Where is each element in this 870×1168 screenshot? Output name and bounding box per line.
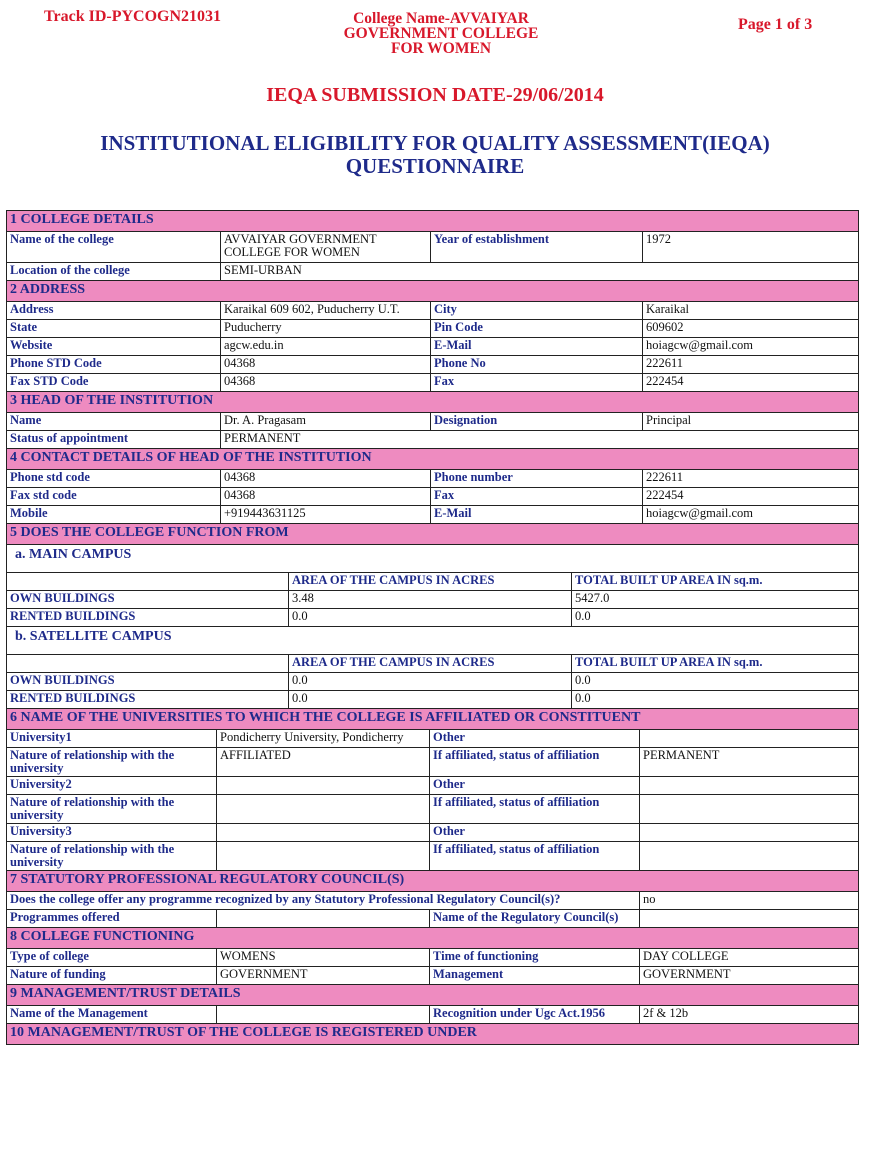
university1-status-label: If affiliated, status of affiliation (430, 748, 640, 777)
section-regulatory-council: 7 STATUTORY PROFESSIONAL REGULATORY COUNCIL(S) (7, 871, 859, 892)
form-table (6, 210, 859, 573)
year-label: Year of establishment (431, 232, 643, 263)
city-label: City (431, 302, 643, 320)
funding-label: Nature of funding (7, 967, 217, 985)
section-college-details: 1 COLLEGE DETAILS (7, 211, 859, 232)
university3-label: University3 (7, 824, 217, 842)
ieqa-form (6, 210, 858, 1045)
contact-phone-number-value: 222611 (643, 470, 859, 488)
contact-fax-label: Fax (431, 488, 643, 506)
university3-relationship-value (217, 842, 430, 871)
university1-label: University1 (7, 730, 217, 748)
page-title-line1: INSTITUTIONAL ELIGIBILITY FOR QUALITY ASSESSMENT(IEQA) (100, 131, 770, 155)
time-value: DAY COLLEGE (640, 949, 859, 967)
phone-std-value: 04368 (221, 356, 431, 374)
sat-own-label: OWN BUILDINGS (7, 673, 289, 691)
email-label: E-Mail (431, 338, 643, 356)
programmes-value (217, 910, 430, 928)
designation-value: Principal (643, 413, 859, 431)
university1-status-value: PERMANENT (640, 748, 859, 777)
ugc-label: Recognition under Ugc Act.1956 (430, 1006, 640, 1024)
type-label: Type of college (7, 949, 217, 967)
sat-built-header: TOTAL BUILT UP AREA IN sq.m. (572, 655, 859, 673)
sat-rented-label: RENTED BUILDINGS (7, 691, 289, 709)
sat-rented-area: 0.0 (289, 691, 572, 709)
section-college-functioning: 8 COLLEGE FUNCTIONING (7, 928, 859, 949)
pin-value: 609602 (643, 320, 859, 338)
pin-label: Pin Code (431, 320, 643, 338)
phone-no-value: 222611 (643, 356, 859, 374)
university2-status-label: If affiliated, status of affiliation (430, 795, 640, 824)
section-college-function: 5 DOES THE COLLEGE FUNCTION FROM (7, 524, 859, 545)
programmes-label: Programmes offered (7, 910, 217, 928)
regulatory-answer: no (640, 892, 859, 910)
university3-relationship-label: Nature of relationship with the university (7, 842, 217, 871)
university1-relationship-value: AFFILIATED (217, 748, 430, 777)
contact-mobile-value: +919443631125 (221, 506, 431, 524)
fax-value: 222454 (643, 374, 859, 392)
college-name-value: AVVAIYAR GOVERNMENT COLLEGE FOR WOMEN (221, 232, 431, 263)
university1-name: Pondicherry University, Pondicherry (217, 730, 430, 748)
head-name-label: Name (7, 413, 221, 431)
head-name-value: Dr. A. Pragasam (221, 413, 431, 431)
sat-rented-built: 0.0 (572, 691, 859, 709)
state-value: Puducherry (221, 320, 431, 338)
contact-phone-std-value: 04368 (221, 470, 431, 488)
contact-phone-number-label: Phone number (431, 470, 643, 488)
council-label: Name of the Regulatory Council(s) (430, 910, 640, 928)
section-universities: 6 NAME OF THE UNIVERSITIES TO WHICH THE COLLEGE IS AFFILIATED OR CONSTITUENT (7, 709, 859, 730)
main-own-label: OWN BUILDINGS (7, 591, 289, 609)
track-id: Track ID-PYCOGN21031 (44, 8, 222, 25)
sat-area-header: AREA OF THE CAMPUS IN ACRES (289, 655, 572, 673)
location-label: Location of the college (7, 263, 221, 281)
contact-phone-std-label: Phone std code (7, 470, 221, 488)
contact-email-value: hoiagcw@gmail.com (643, 506, 859, 524)
university3-other-value (640, 824, 859, 842)
management-label: Management (430, 967, 640, 985)
university2-other-label: Other (430, 777, 640, 795)
year-value: 1972 (643, 232, 859, 263)
management-value: GOVERNMENT (640, 967, 859, 985)
university2-label: University2 (7, 777, 217, 795)
university1-other-value (640, 730, 859, 748)
main-rented-label: RENTED BUILDINGS (7, 609, 289, 627)
section-head-of-institution: 3 HEAD OF THE INSTITUTION (7, 392, 859, 413)
page-number: Page 1 of 3 (738, 16, 813, 33)
university1-relationship-label: Nature of relationship with the university (7, 748, 217, 777)
contact-fax-value: 222454 (643, 488, 859, 506)
funding-value: GOVERNMENT (217, 967, 430, 985)
phone-no-label: Phone No (431, 356, 643, 374)
main-built-header: TOTAL BUILT UP AREA IN sq.m. (572, 573, 859, 591)
website-value: agcw.edu.in (221, 338, 431, 356)
university3-other-label: Other (430, 824, 640, 842)
university2-other-value (640, 777, 859, 795)
section-registered-under: 10 MANAGEMENT/TRUST OF THE COLLEGE IS REGISTERED UNDER (7, 1024, 859, 1045)
section-contact-details: 4 CONTACT DETAILS OF HEAD OF THE INSTITUTION (7, 449, 859, 470)
university2-relationship-label: Nature of relationship with the university (7, 795, 217, 824)
college-name-line2: GOVERNMENT COLLEGE (343, 25, 539, 42)
page-title (0, 132, 870, 178)
phone-std-label: Phone STD Code (7, 356, 221, 374)
section-management-trust: 9 MANAGEMENT/TRUST DETAILS (7, 985, 859, 1006)
page-title-line2: QUESTIONNAIRE (345, 154, 525, 178)
city-value: Karaikal (643, 302, 859, 320)
sat-own-area: 0.0 (289, 673, 572, 691)
satellite-campus-corner (7, 655, 289, 673)
location-value: SEMI-URBAN (221, 263, 859, 281)
university2-status-value (640, 795, 859, 824)
contact-fax-std-value: 04368 (221, 488, 431, 506)
email-value: hoiagcw@gmail.com (643, 338, 859, 356)
website-label: Website (7, 338, 221, 356)
universities-table (6, 708, 859, 1045)
college-name-line3: FOR WOMEN (390, 40, 492, 57)
main-campus-corner (7, 573, 289, 591)
university2-name (217, 777, 430, 795)
status-value: PERMANENT (221, 431, 859, 449)
fax-label: Fax (431, 374, 643, 392)
main-own-built: 5427.0 (572, 591, 859, 609)
main-rented-built: 0.0 (572, 609, 859, 627)
management-name-value (217, 1006, 430, 1024)
college-name-line1: College Name-AVVAIYAR (353, 10, 529, 27)
fax-std-label: Fax STD Code (7, 374, 221, 392)
contact-mobile-label: Mobile (7, 506, 221, 524)
submission-date: IEQA SUBMISSION DATE-29/06/2014 (266, 84, 604, 106)
address-label: Address (7, 302, 221, 320)
section-address: 2 ADDRESS (7, 281, 859, 302)
university1-other-label: Other (430, 730, 640, 748)
university3-status-value (640, 842, 859, 871)
status-label: Status of appointment (7, 431, 221, 449)
main-own-area: 3.48 (289, 591, 572, 609)
designation-label: Designation (431, 413, 643, 431)
college-name-header (300, 11, 582, 56)
university3-name (217, 824, 430, 842)
management-name-label: Name of the Management (7, 1006, 217, 1024)
university3-status-label: If affiliated, status of affiliation (430, 842, 640, 871)
state-label: State (7, 320, 221, 338)
address-value: Karaikal 609 602, Puducherry U.T. (221, 302, 431, 320)
main-area-header: AREA OF THE CAMPUS IN ACRES (289, 573, 572, 591)
college-name-label: Name of the college (7, 232, 221, 263)
sat-own-built: 0.0 (572, 673, 859, 691)
contact-email-label: E-Mail (431, 506, 643, 524)
main-rented-area: 0.0 (289, 609, 572, 627)
fax-std-value: 04368 (221, 374, 431, 392)
university2-relationship-value (217, 795, 430, 824)
contact-fax-std-label: Fax std code (7, 488, 221, 506)
regulatory-question: Does the college offer any programme recognized by any Statutory Professional Regulatory Council(s)? (7, 892, 640, 910)
main-campus-table (6, 572, 859, 709)
main-campus-title: a. MAIN CAMPUS (7, 545, 859, 573)
time-label: Time of functioning (430, 949, 640, 967)
ugc-value: 2f & 12b (640, 1006, 859, 1024)
council-value (640, 910, 859, 928)
type-value: WOMENS (217, 949, 430, 967)
satellite-campus-title: b. SATELLITE CAMPUS (7, 627, 859, 655)
